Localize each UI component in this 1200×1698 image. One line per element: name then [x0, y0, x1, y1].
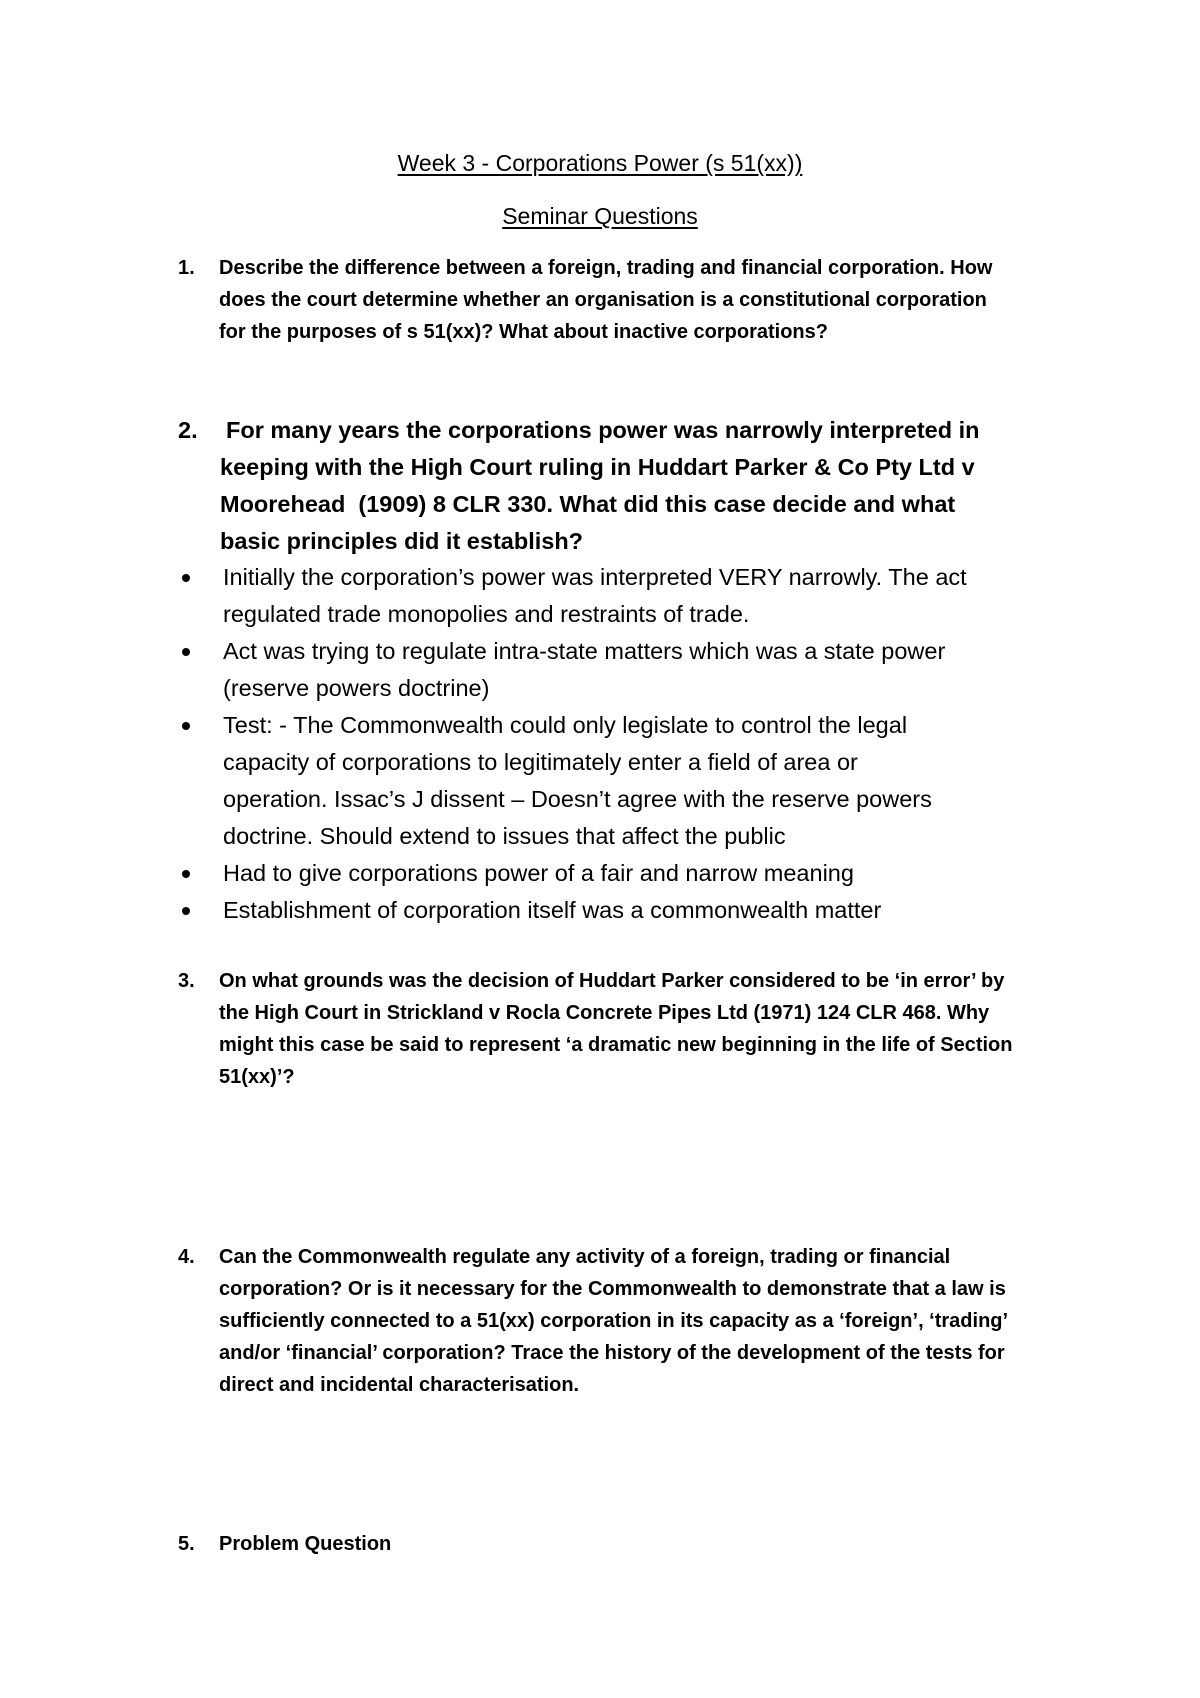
question-text: [219, 965, 1079, 1093]
bullet-item: [178, 855, 1078, 892]
text-line: Describe the difference between a foreign, trading and financial corporation. How: [219, 257, 993, 279]
text-line: for the purposes of s 51(xx)? What about inactive corporations?: [219, 321, 828, 343]
text-line: On what grounds was the decision of Huddart Parker considered to be ‘in error’ by: [219, 970, 1005, 992]
bullet-icon: [182, 648, 190, 656]
text-line: Establishment of corporation itself was a commonwealth matter: [223, 897, 882, 923]
question-number: 4.: [178, 1246, 195, 1268]
text-line: (reserve powers doctrine): [223, 675, 490, 701]
bullet-item: [178, 559, 1078, 633]
bullet-item: [178, 707, 1078, 855]
text-line: 51(xx)’?: [219, 1066, 295, 1088]
question-text: [219, 252, 1079, 348]
question-text: [219, 1241, 1079, 1401]
text-line: the High Court in Strickland v Rocla Concrete Pipes Ltd (1971) 124 CLR 468. Why: [219, 1002, 990, 1024]
bullet-item: [178, 892, 1078, 929]
text-line: capacity of corporations to legitimately enter a field of area or: [223, 749, 858, 775]
text-line: Test: - The Commonwealth could only legislate to control the legal: [223, 712, 908, 738]
text-line: keeping with the High Court ruling in Huddart Parker & Co Pty Ltd v: [220, 454, 975, 480]
question-text: [220, 412, 1080, 560]
text-line: basic principles did it establish?: [220, 528, 584, 554]
bullet-item: [178, 633, 1078, 707]
text-line: Act was trying to regulate intra-state matters which was a state power: [223, 638, 946, 664]
text-line: sufficiently connected to a 51(xx) corporation in its capacity as a ‘foreign’, ‘trading’: [219, 1310, 1009, 1332]
text-line: Had to give corporations power of a fair and narrow meaning: [223, 860, 854, 886]
answer-bullet-list: [178, 559, 1078, 929]
question-number: 3.: [178, 970, 195, 992]
text-line: corporation? Or is it necessary for the Commonwealth to demonstrate that a law is: [219, 1278, 1006, 1300]
question-number: 5.: [178, 1533, 195, 1555]
text-line: operation. Issac’s J dissent – Doesn’t agree with the reserve powers: [223, 786, 932, 812]
text-line: Can the Commonwealth regulate any activity of a foreign, trading or financial: [219, 1246, 951, 1268]
bullet-icon: [182, 722, 190, 730]
text-line: doctrine. Should extend to issues that affect the public: [223, 823, 786, 849]
text-line: does the court determine whether an organisation is a constitutional corporation: [219, 289, 987, 311]
question-number: 2.: [178, 417, 198, 443]
bullet-icon: [182, 907, 190, 915]
text-line: might this case be said to represent ‘a dramatic new beginning in the life of Section: [219, 1034, 1013, 1056]
text-line: Problem Question: [219, 1533, 392, 1555]
document-title: Week 3 - Corporations Power (s 51(xx)): [397, 150, 803, 176]
question-text: [219, 1528, 1079, 1560]
bullet-icon: [182, 870, 190, 878]
text-line: Moorehead (1909) 8 CLR 330. What did this case decide and what: [220, 491, 956, 517]
question-number: 1.: [178, 257, 195, 279]
document-subtitle: Seminar Questions: [502, 203, 698, 229]
text-line: direct and incidental characterisation.: [219, 1374, 580, 1396]
text-line: Initially the corporation’s power was interpreted VERY narrowly. The act: [223, 564, 967, 590]
bullet-icon: [182, 574, 190, 582]
text-line: and/or ‘financial’ corporation? Trace the history of the development of the tests for: [219, 1342, 1005, 1364]
text-line: regulated trade monopolies and restraints of trade.: [223, 601, 750, 627]
text-line: For many years the corporations power was narrowly interpreted in: [226, 417, 980, 443]
